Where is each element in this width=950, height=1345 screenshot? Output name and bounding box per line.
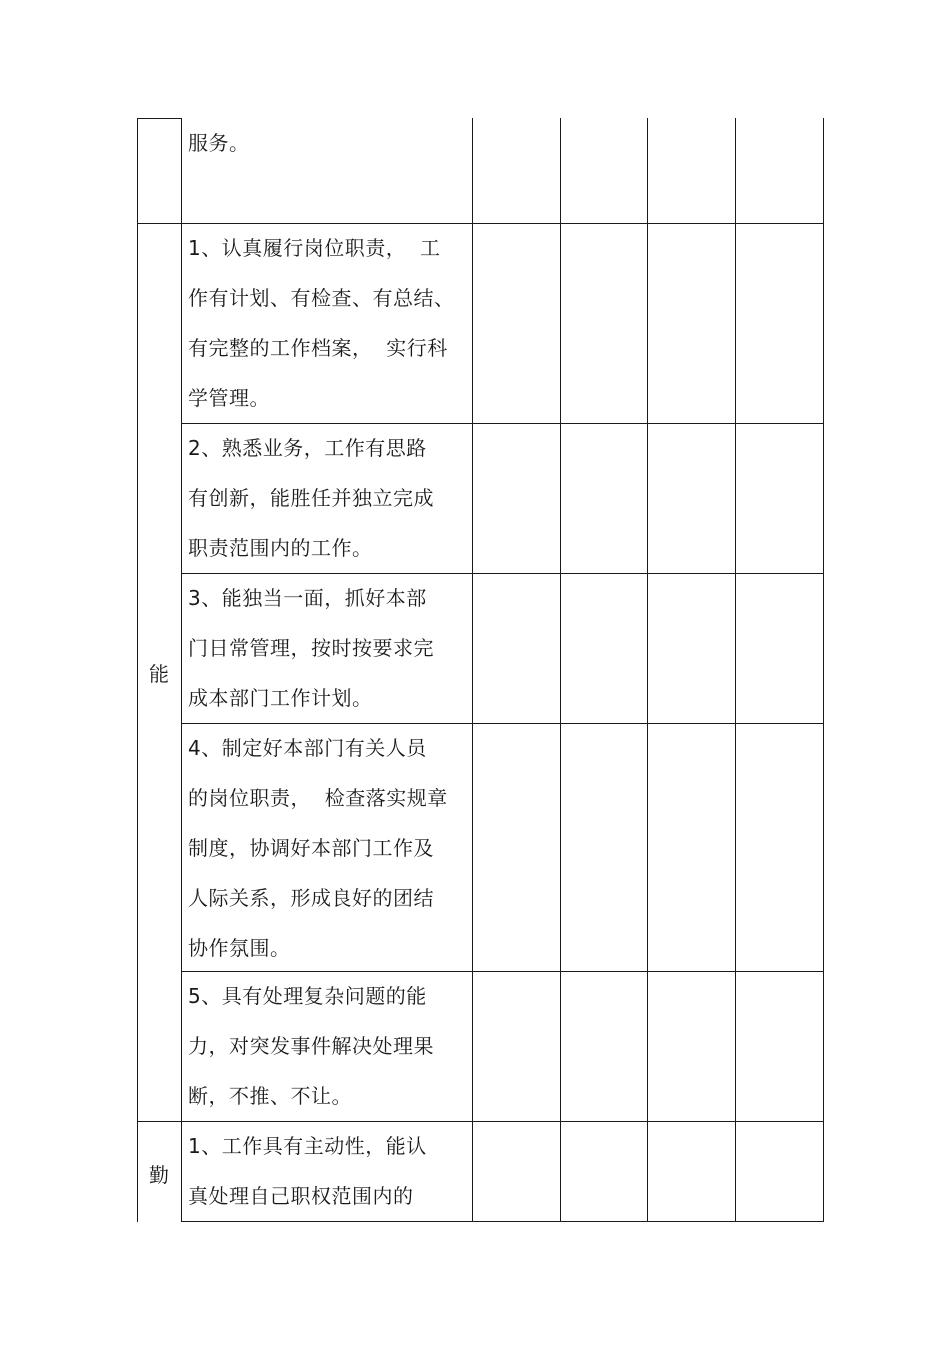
score-cell[interactable] bbox=[561, 119, 647, 223]
table-divider-score-3 bbox=[647, 118, 648, 1222]
table-border-right bbox=[823, 118, 824, 1222]
table-divider-category bbox=[181, 118, 182, 1222]
criteria-text-neng-1: 1、认真履行岗位职责， 工 作有计划、有检查、有总结、 有完整的工作档案， 实行科 学管理。 bbox=[188, 236, 455, 410]
criteria-text-neng-2: 2、熟悉业务，工作有思路 有创新，能胜任并独立完成 职责范围内的工作。 bbox=[188, 436, 434, 560]
table-divider-score-1 bbox=[472, 118, 473, 1222]
score-cell[interactable] bbox=[648, 119, 735, 223]
category-label-neng: 能 bbox=[149, 662, 169, 686]
criteria-text-neng-5: 5、具有处理复杂问题的能 力，对突发事件解决处理果 断，不推、不让。 bbox=[188, 984, 434, 1108]
table-border-top-left bbox=[137, 118, 182, 119]
criteria-text-qin-1: 1、工作具有主动性，能认 真处理自己职权范围内的 bbox=[188, 1134, 427, 1208]
score-cell[interactable] bbox=[473, 119, 560, 223]
score-cell[interactable] bbox=[736, 119, 823, 223]
criteria-text-neng-3: 3、能独当一面，抓好本部 门日常管理，按时按要求完 成本部门工作计划。 bbox=[188, 586, 434, 710]
table-border-bottom bbox=[181, 1221, 824, 1222]
table-divider-score-4 bbox=[735, 118, 736, 1222]
category-label-qin: 勤 bbox=[149, 1163, 169, 1187]
criteria-text-neng-4: 4、制定好本部门有关人员 的岗位职责， 检查落实规章 制度，协调好本部门工作及 人际关系，形成良好的团结 协作氛围。 bbox=[188, 736, 448, 960]
table-divider-score-2 bbox=[560, 118, 561, 1222]
criteria-text-service: 服务。 bbox=[188, 131, 250, 155]
